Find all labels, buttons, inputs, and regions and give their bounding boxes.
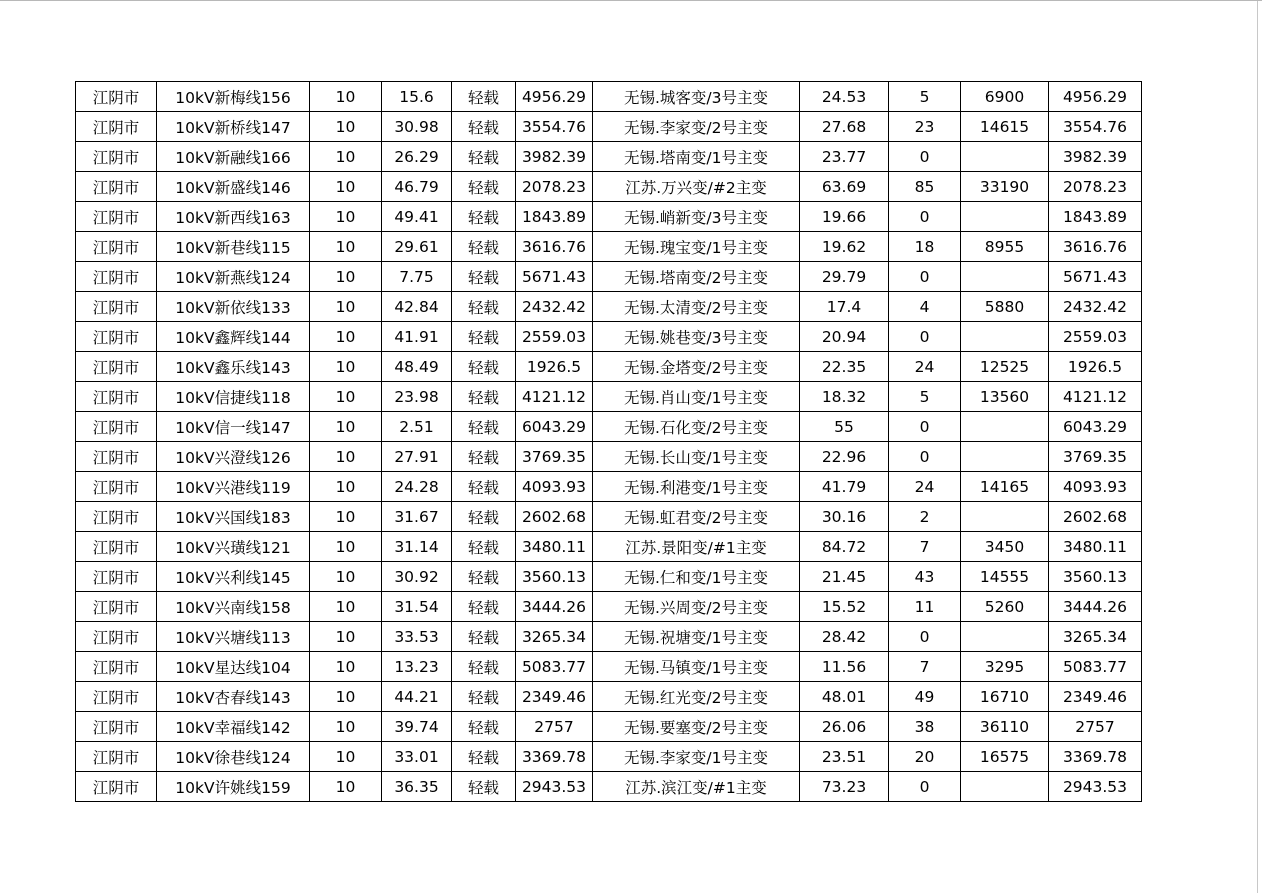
capacity-cell: 2943.53 — [516, 772, 593, 802]
capacity-cell: 3982.39 — [516, 142, 593, 172]
transformer-cell: 无锡.太清变/2号主变 — [593, 292, 800, 322]
count-cell: 85 — [889, 172, 961, 202]
capacity-cell: 2078.23 — [516, 172, 593, 202]
capacity-total-cell — [961, 622, 1049, 652]
transformer-cell: 无锡.姚巷变/3号主变 — [593, 322, 800, 352]
capacity-cell: 4121.12 — [516, 382, 593, 412]
city-cell: 江阴市 — [76, 442, 157, 472]
transformer-load-cell: 23.51 — [800, 742, 889, 772]
capacity-total-cell — [961, 442, 1049, 472]
line-name-cell: 10kV徐巷线124 — [157, 742, 310, 772]
table-row — [76, 712, 1142, 742]
available-capacity-cell: 2757 — [1049, 712, 1142, 742]
capacity-cell: 5083.77 — [516, 652, 593, 682]
available-capacity-cell: 5083.77 — [1049, 652, 1142, 682]
count-cell: 0 — [889, 412, 961, 442]
load-status-cell: 轻载 — [452, 382, 516, 412]
capacity-total-cell: 8955 — [961, 232, 1049, 262]
load-rate-cell: 49.41 — [382, 202, 452, 232]
load-status-cell: 轻载 — [452, 322, 516, 352]
capacity-total-cell: 14555 — [961, 562, 1049, 592]
feeder-load-table — [75, 81, 1142, 802]
voltage-cell: 10 — [310, 502, 382, 532]
available-capacity-cell: 3265.34 — [1049, 622, 1142, 652]
load-rate-cell: 24.28 — [382, 472, 452, 502]
table-row — [76, 772, 1142, 802]
transformer-cell: 无锡.城客变/3号主变 — [593, 82, 800, 112]
voltage-cell: 10 — [310, 82, 382, 112]
transformer-load-cell: 19.62 — [800, 232, 889, 262]
table-row — [76, 352, 1142, 382]
available-capacity-cell: 2602.68 — [1049, 502, 1142, 532]
city-cell: 江阴市 — [76, 382, 157, 412]
count-cell: 0 — [889, 322, 961, 352]
count-cell: 24 — [889, 472, 961, 502]
capacity-cell: 2432.42 — [516, 292, 593, 322]
transformer-cell: 无锡.塔南变/2号主变 — [593, 262, 800, 292]
transformer-cell: 无锡.李家变/2号主变 — [593, 112, 800, 142]
capacity-total-cell: 33190 — [961, 172, 1049, 202]
count-cell: 23 — [889, 112, 961, 142]
load-status-cell: 轻载 — [452, 142, 516, 172]
city-cell: 江阴市 — [76, 622, 157, 652]
capacity-total-cell: 5260 — [961, 592, 1049, 622]
capacity-total-cell — [961, 262, 1049, 292]
voltage-cell: 10 — [310, 172, 382, 202]
voltage-cell: 10 — [310, 202, 382, 232]
count-cell: 20 — [889, 742, 961, 772]
line-name-cell: 10kV星达线104 — [157, 652, 310, 682]
transformer-cell: 无锡.马镇变/1号主变 — [593, 652, 800, 682]
load-rate-cell: 15.6 — [382, 82, 452, 112]
available-capacity-cell: 4956.29 — [1049, 82, 1142, 112]
voltage-cell: 10 — [310, 232, 382, 262]
load-rate-cell: 23.98 — [382, 382, 452, 412]
table-row — [76, 322, 1142, 352]
load-status-cell: 轻载 — [452, 352, 516, 382]
transformer-load-cell: 26.06 — [800, 712, 889, 742]
line-name-cell: 10kV新盛线146 — [157, 172, 310, 202]
transformer-load-cell: 19.66 — [800, 202, 889, 232]
city-cell: 江阴市 — [76, 202, 157, 232]
line-name-cell: 10kV信捷线118 — [157, 382, 310, 412]
table-row — [76, 442, 1142, 472]
table-row — [76, 652, 1142, 682]
city-cell: 江阴市 — [76, 472, 157, 502]
available-capacity-cell: 3616.76 — [1049, 232, 1142, 262]
table-row — [76, 262, 1142, 292]
voltage-cell: 10 — [310, 112, 382, 142]
capacity-total-cell — [961, 142, 1049, 172]
transformer-load-cell: 28.42 — [800, 622, 889, 652]
capacity-cell: 2349.46 — [516, 682, 593, 712]
count-cell: 5 — [889, 382, 961, 412]
city-cell: 江阴市 — [76, 82, 157, 112]
load-rate-cell: 30.98 — [382, 112, 452, 142]
capacity-total-cell: 13560 — [961, 382, 1049, 412]
line-name-cell: 10kV新融线166 — [157, 142, 310, 172]
load-status-cell: 轻载 — [452, 292, 516, 322]
city-cell: 江阴市 — [76, 532, 157, 562]
transformer-cell: 无锡.瑰宝变/1号主变 — [593, 232, 800, 262]
load-status-cell: 轻载 — [452, 472, 516, 502]
load-status-cell: 轻载 — [452, 532, 516, 562]
table-body — [76, 82, 1142, 802]
load-rate-cell: 42.84 — [382, 292, 452, 322]
voltage-cell: 10 — [310, 682, 382, 712]
capacity-cell: 3554.76 — [516, 112, 593, 142]
load-rate-cell: 48.49 — [382, 352, 452, 382]
count-cell: 11 — [889, 592, 961, 622]
load-rate-cell: 31.54 — [382, 592, 452, 622]
table-row — [76, 742, 1142, 772]
transformer-load-cell: 17.4 — [800, 292, 889, 322]
transformer-load-cell: 41.79 — [800, 472, 889, 502]
voltage-cell: 10 — [310, 772, 382, 802]
available-capacity-cell: 4121.12 — [1049, 382, 1142, 412]
load-rate-cell: 39.74 — [382, 712, 452, 742]
transformer-cell: 无锡.峭新变/3号主变 — [593, 202, 800, 232]
line-name-cell: 10kV兴国线183 — [157, 502, 310, 532]
line-name-cell: 10kV兴港线119 — [157, 472, 310, 502]
count-cell: 38 — [889, 712, 961, 742]
capacity-total-cell: 12525 — [961, 352, 1049, 382]
table-row — [76, 472, 1142, 502]
transformer-load-cell: 63.69 — [800, 172, 889, 202]
capacity-cell: 3480.11 — [516, 532, 593, 562]
capacity-total-cell: 16575 — [961, 742, 1049, 772]
load-status-cell: 轻载 — [452, 202, 516, 232]
load-rate-cell: 26.29 — [382, 142, 452, 172]
capacity-cell: 2559.03 — [516, 322, 593, 352]
capacity-cell: 1843.89 — [516, 202, 593, 232]
transformer-load-cell: 21.45 — [800, 562, 889, 592]
count-cell: 0 — [889, 202, 961, 232]
count-cell: 7 — [889, 652, 961, 682]
capacity-total-cell: 14165 — [961, 472, 1049, 502]
available-capacity-cell: 2349.46 — [1049, 682, 1142, 712]
available-capacity-cell: 2559.03 — [1049, 322, 1142, 352]
line-name-cell: 10kV新依线133 — [157, 292, 310, 322]
voltage-cell: 10 — [310, 742, 382, 772]
count-cell: 4 — [889, 292, 961, 322]
city-cell: 江阴市 — [76, 682, 157, 712]
city-cell: 江阴市 — [76, 562, 157, 592]
transformer-cell: 无锡.塔南变/1号主变 — [593, 142, 800, 172]
transformer-cell: 无锡.利港变/1号主变 — [593, 472, 800, 502]
available-capacity-cell: 3480.11 — [1049, 532, 1142, 562]
city-cell: 江阴市 — [76, 772, 157, 802]
transformer-cell: 无锡.李家变/1号主变 — [593, 742, 800, 772]
count-cell: 0 — [889, 262, 961, 292]
load-status-cell: 轻载 — [452, 652, 516, 682]
line-name-cell: 10kV兴澄线126 — [157, 442, 310, 472]
capacity-total-cell: 16710 — [961, 682, 1049, 712]
voltage-cell: 10 — [310, 322, 382, 352]
available-capacity-cell: 2078.23 — [1049, 172, 1142, 202]
count-cell: 18 — [889, 232, 961, 262]
available-capacity-cell: 2943.53 — [1049, 772, 1142, 802]
transformer-load-cell: 48.01 — [800, 682, 889, 712]
city-cell: 江阴市 — [76, 112, 157, 142]
transformer-cell: 无锡.兴周变/2号主变 — [593, 592, 800, 622]
line-name-cell: 10kV兴利线145 — [157, 562, 310, 592]
transformer-load-cell: 27.68 — [800, 112, 889, 142]
table-row — [76, 202, 1142, 232]
load-rate-cell: 29.61 — [382, 232, 452, 262]
table-row — [76, 172, 1142, 202]
capacity-cell: 3369.78 — [516, 742, 593, 772]
transformer-cell: 江苏.滨江变/#1主变 — [593, 772, 800, 802]
count-cell: 5 — [889, 82, 961, 112]
capacity-cell: 5671.43 — [516, 262, 593, 292]
line-name-cell: 10kV新燕线124 — [157, 262, 310, 292]
voltage-cell: 10 — [310, 382, 382, 412]
city-cell: 江阴市 — [76, 592, 157, 622]
capacity-total-cell — [961, 322, 1049, 352]
capacity-cell: 3560.13 — [516, 562, 593, 592]
count-cell: 24 — [889, 352, 961, 382]
table-row — [76, 292, 1142, 322]
capacity-cell: 3444.26 — [516, 592, 593, 622]
city-cell: 江阴市 — [76, 142, 157, 172]
transformer-cell: 无锡.石化变/2号主变 — [593, 412, 800, 442]
city-cell: 江阴市 — [76, 352, 157, 382]
load-rate-cell: 33.53 — [382, 622, 452, 652]
count-cell: 0 — [889, 772, 961, 802]
voltage-cell: 10 — [310, 712, 382, 742]
transformer-load-cell: 22.96 — [800, 442, 889, 472]
capacity-total-cell: 3295 — [961, 652, 1049, 682]
count-cell: 2 — [889, 502, 961, 532]
table-row — [76, 412, 1142, 442]
voltage-cell: 10 — [310, 562, 382, 592]
load-status-cell: 轻载 — [452, 772, 516, 802]
capacity-cell: 2602.68 — [516, 502, 593, 532]
capacity-cell: 3769.35 — [516, 442, 593, 472]
available-capacity-cell: 2432.42 — [1049, 292, 1142, 322]
table-row — [76, 232, 1142, 262]
capacity-total-cell: 36110 — [961, 712, 1049, 742]
transformer-load-cell: 30.16 — [800, 502, 889, 532]
load-status-cell: 轻载 — [452, 562, 516, 592]
capacity-cell: 4956.29 — [516, 82, 593, 112]
load-status-cell: 轻载 — [452, 742, 516, 772]
city-cell: 江阴市 — [76, 412, 157, 442]
load-status-cell: 轻载 — [452, 262, 516, 292]
voltage-cell: 10 — [310, 532, 382, 562]
table-row — [76, 112, 1142, 142]
load-rate-cell: 46.79 — [382, 172, 452, 202]
line-name-cell: 10kV鑫辉线144 — [157, 322, 310, 352]
load-rate-cell: 7.75 — [382, 262, 452, 292]
available-capacity-cell: 3769.35 — [1049, 442, 1142, 472]
line-name-cell: 10kV杏春线143 — [157, 682, 310, 712]
capacity-total-cell — [961, 502, 1049, 532]
load-rate-cell: 27.91 — [382, 442, 452, 472]
voltage-cell: 10 — [310, 262, 382, 292]
city-cell: 江阴市 — [76, 652, 157, 682]
capacity-total-cell — [961, 412, 1049, 442]
voltage-cell: 10 — [310, 442, 382, 472]
available-capacity-cell: 3369.78 — [1049, 742, 1142, 772]
count-cell: 49 — [889, 682, 961, 712]
voltage-cell: 10 — [310, 292, 382, 322]
capacity-total-cell: 6900 — [961, 82, 1049, 112]
transformer-load-cell: 23.77 — [800, 142, 889, 172]
load-status-cell: 轻载 — [452, 442, 516, 472]
line-name-cell: 10kV新巷线115 — [157, 232, 310, 262]
transformer-load-cell: 55 — [800, 412, 889, 442]
table-row — [76, 592, 1142, 622]
load-status-cell: 轻载 — [452, 172, 516, 202]
count-cell: 7 — [889, 532, 961, 562]
line-name-cell: 10kV兴南线158 — [157, 592, 310, 622]
capacity-cell: 3616.76 — [516, 232, 593, 262]
available-capacity-cell: 5671.43 — [1049, 262, 1142, 292]
load-rate-cell: 2.51 — [382, 412, 452, 442]
capacity-total-cell — [961, 202, 1049, 232]
load-status-cell: 轻载 — [452, 712, 516, 742]
voltage-cell: 10 — [310, 652, 382, 682]
load-rate-cell: 30.92 — [382, 562, 452, 592]
transformer-load-cell: 29.79 — [800, 262, 889, 292]
transformer-load-cell: 22.35 — [800, 352, 889, 382]
line-name-cell: 10kV信一线147 — [157, 412, 310, 442]
count-cell: 0 — [889, 622, 961, 652]
capacity-total-cell: 14615 — [961, 112, 1049, 142]
transformer-load-cell: 24.53 — [800, 82, 889, 112]
table-row — [76, 82, 1142, 112]
transformer-load-cell: 11.56 — [800, 652, 889, 682]
transformer-cell: 无锡.肖山变/1号主变 — [593, 382, 800, 412]
load-status-cell: 轻载 — [452, 412, 516, 442]
transformer-cell: 无锡.金塔变/2号主变 — [593, 352, 800, 382]
transformer-cell: 无锡.祝塘变/1号主变 — [593, 622, 800, 652]
voltage-cell: 10 — [310, 622, 382, 652]
available-capacity-cell: 3554.76 — [1049, 112, 1142, 142]
load-rate-cell: 33.01 — [382, 742, 452, 772]
voltage-cell: 10 — [310, 592, 382, 622]
line-name-cell: 10kV新桥线147 — [157, 112, 310, 142]
city-cell: 江阴市 — [76, 262, 157, 292]
line-name-cell: 10kV许姚线159 — [157, 772, 310, 802]
available-capacity-cell: 3982.39 — [1049, 142, 1142, 172]
available-capacity-cell: 6043.29 — [1049, 412, 1142, 442]
transformer-load-cell: 20.94 — [800, 322, 889, 352]
table-row — [76, 622, 1142, 652]
transformer-load-cell: 73.23 — [800, 772, 889, 802]
table-row — [76, 502, 1142, 532]
transformer-load-cell: 84.72 — [800, 532, 889, 562]
capacity-total-cell: 3450 — [961, 532, 1049, 562]
transformer-cell: 无锡.仁和变/1号主变 — [593, 562, 800, 592]
line-name-cell: 10kV新西线163 — [157, 202, 310, 232]
line-name-cell: 10kV鑫乐线143 — [157, 352, 310, 382]
available-capacity-cell: 3444.26 — [1049, 592, 1142, 622]
transformer-cell: 无锡.红光变/2号主变 — [593, 682, 800, 712]
load-status-cell: 轻载 — [452, 112, 516, 142]
city-cell: 江阴市 — [76, 232, 157, 262]
available-capacity-cell: 4093.93 — [1049, 472, 1142, 502]
table-row — [76, 682, 1142, 712]
load-status-cell: 轻载 — [452, 82, 516, 112]
table-row — [76, 382, 1142, 412]
city-cell: 江阴市 — [76, 292, 157, 322]
voltage-cell: 10 — [310, 412, 382, 442]
city-cell: 江阴市 — [76, 742, 157, 772]
voltage-cell: 10 — [310, 142, 382, 172]
city-cell: 江阴市 — [76, 712, 157, 742]
count-cell: 43 — [889, 562, 961, 592]
voltage-cell: 10 — [310, 352, 382, 382]
load-status-cell: 轻载 — [452, 232, 516, 262]
load-status-cell: 轻载 — [452, 682, 516, 712]
capacity-total-cell — [961, 772, 1049, 802]
load-rate-cell: 41.91 — [382, 322, 452, 352]
load-rate-cell: 31.14 — [382, 532, 452, 562]
transformer-load-cell: 18.32 — [800, 382, 889, 412]
load-status-cell: 轻载 — [452, 622, 516, 652]
capacity-cell: 1926.5 — [516, 352, 593, 382]
table-row — [76, 562, 1142, 592]
count-cell: 0 — [889, 142, 961, 172]
table-row — [76, 142, 1142, 172]
load-status-cell: 轻载 — [452, 592, 516, 622]
city-cell: 江阴市 — [76, 502, 157, 532]
page-edge-line — [1257, 1, 1258, 893]
voltage-cell: 10 — [310, 472, 382, 502]
line-name-cell: 10kV兴塘线113 — [157, 622, 310, 652]
table-row — [76, 532, 1142, 562]
available-capacity-cell: 1926.5 — [1049, 352, 1142, 382]
transformer-load-cell: 15.52 — [800, 592, 889, 622]
capacity-total-cell: 5880 — [961, 292, 1049, 322]
load-status-cell: 轻载 — [452, 502, 516, 532]
available-capacity-cell: 1843.89 — [1049, 202, 1142, 232]
city-cell: 江阴市 — [76, 172, 157, 202]
transformer-cell: 无锡.长山变/1号主变 — [593, 442, 800, 472]
transformer-cell: 无锡.要塞变/2号主变 — [593, 712, 800, 742]
line-name-cell: 10kV兴璜线121 — [157, 532, 310, 562]
capacity-cell: 3265.34 — [516, 622, 593, 652]
line-name-cell: 10kV新梅线156 — [157, 82, 310, 112]
available-capacity-cell: 3560.13 — [1049, 562, 1142, 592]
transformer-cell: 无锡.虹君变/2号主变 — [593, 502, 800, 532]
capacity-cell: 6043.29 — [516, 412, 593, 442]
city-cell: 江阴市 — [76, 322, 157, 352]
capacity-cell: 4093.93 — [516, 472, 593, 502]
load-rate-cell: 31.67 — [382, 502, 452, 532]
load-rate-cell: 13.23 — [382, 652, 452, 682]
transformer-cell: 江苏.万兴变/#2主变 — [593, 172, 800, 202]
line-name-cell: 10kV幸福线142 — [157, 712, 310, 742]
count-cell: 0 — [889, 442, 961, 472]
transformer-cell: 江苏.景阳变/#1主变 — [593, 532, 800, 562]
load-rate-cell: 44.21 — [382, 682, 452, 712]
load-rate-cell: 36.35 — [382, 772, 452, 802]
capacity-cell: 2757 — [516, 712, 593, 742]
